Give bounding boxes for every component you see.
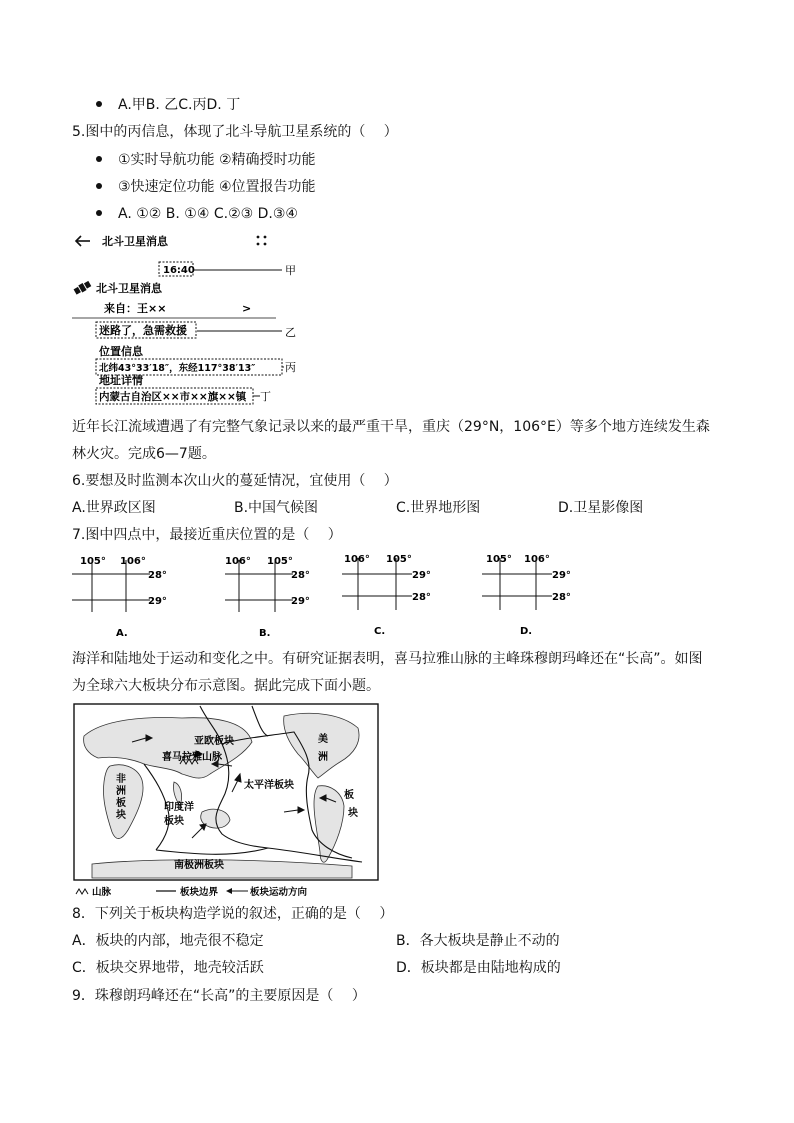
grid-label: D. [520, 626, 533, 637]
label-indian-ocean-1: 印度洋 [164, 802, 194, 813]
q8-option-a: A．板块的内部，地壳很不稳定 [72, 933, 264, 949]
q6-option-b: B.中国气候图 [234, 500, 319, 516]
q5-choice-1-text: ①实时导航功能 ②精确授时功能 [118, 152, 316, 168]
address-heading: 地址详情 [99, 374, 143, 387]
grid-bottom-lat: 28° [552, 592, 571, 603]
passage-plates-line-2: 为全球六大板块分布示意图。据此完成下面小题。 [72, 678, 380, 694]
coordinates-text: 北纬43°33′18″，东经117°38′13″ [99, 363, 256, 374]
map-legend [76, 886, 308, 898]
q5-choice-1 [96, 151, 316, 169]
legend-arrow-icon [226, 888, 248, 894]
q8-option-d: D．板块都是由陆地构成的 [396, 960, 561, 976]
q6-option-a: A.世界政区图 [72, 500, 156, 516]
grid-top-lat: 29° [552, 570, 571, 581]
q4-options [96, 96, 240, 114]
label-american-4: 块 [348, 808, 358, 819]
address-text: 内蒙古自治区××市××旗××镇 [99, 391, 247, 403]
label-himalaya: 喜马拉雅山脉 [162, 752, 222, 763]
grid-bottom-lat: 28° [412, 592, 431, 603]
bullet-dot [96, 210, 102, 216]
q5-choice-2-text: ③快速定位功能 ④位置报告功能 [118, 179, 316, 195]
q6-option-d: D.卫星影像图 [558, 500, 644, 516]
plate-map [72, 702, 382, 898]
msg-title: 北斗卫星消息 [96, 282, 162, 295]
msg-from: 来自：王×× [104, 302, 167, 315]
q7-grid-d [480, 550, 590, 642]
label-african-4: 块 [116, 810, 126, 821]
label-jia: 甲 [285, 264, 296, 277]
label-pacific-plate: 太平洋板块 [244, 780, 294, 791]
time-text: 16:40 [163, 265, 195, 276]
grid-label: C. [374, 626, 386, 637]
label-eurasian-plate: 亚欧板块 [194, 736, 234, 747]
label-african-1: 非 [116, 774, 126, 785]
header-title: 北斗卫星消息 [102, 235, 168, 248]
q5-options [96, 205, 298, 223]
q5-stem: 5.图中的丙信息，体现了北斗导航卫星系统的（ ） [72, 124, 398, 140]
label-indian-ocean-2: 板块 [164, 816, 184, 827]
grid-label: B. [259, 628, 271, 639]
label-ding: 丁 [260, 390, 271, 403]
q4-options-text: A.甲B. 乙C.丙D. 丁 [118, 97, 241, 113]
label-yi: 乙 [285, 326, 296, 339]
grid-right-lon: 105° [267, 556, 293, 567]
q8-option-b: B．各大板块是静止不动的 [396, 933, 560, 949]
grid-bottom-lat: 29° [291, 596, 310, 607]
q7-grid-a [72, 550, 182, 642]
passage-6-7-line-2: 林火灾。完成6—7题。 [72, 446, 216, 462]
grid-right-lon: 106° [524, 554, 550, 565]
q7-grid-c [340, 550, 450, 642]
grid-bottom-lat: 29° [148, 596, 167, 607]
grid-top-lat: 28° [291, 570, 310, 581]
label-antarctic-plate: 南极洲板块 [174, 860, 224, 871]
label-bing: 丙 [285, 361, 296, 374]
grid-label: A. [116, 628, 128, 639]
q9-stem: 9．珠穆朗玛峰还在“长高”的主要原因是（ ） [72, 988, 366, 1004]
label-african-2: 洲 [116, 786, 126, 797]
q6-stem: 6.要想及时监测本次山火的蔓延情况，宜使用（ ） [72, 473, 398, 489]
chevron-right-icon: > [242, 302, 252, 315]
grid-right-lon: 106° [120, 556, 146, 567]
q8-stem: 8．下列关于板块构造学说的叙述，正确的是（ ） [72, 906, 394, 922]
grid-top-lat: 29° [412, 570, 431, 581]
legend-mountain: 山脉 [92, 887, 112, 898]
bullet-dot [96, 156, 102, 162]
grid-top-lat: 28° [148, 570, 167, 581]
q7-grid-b [225, 550, 335, 642]
q7-stem: 7.图中四点中，最接近重庆位置的是（ ） [72, 527, 342, 543]
q8-option-c: C．板块交界地带，地壳较活跃 [72, 960, 264, 976]
grid-dots-icon [257, 236, 267, 246]
grid-left-lon: 106° [225, 556, 251, 567]
legend-mountain-icon [76, 889, 88, 894]
beidou-message-figure [70, 230, 310, 410]
label-american-1: 美 [318, 734, 328, 745]
label-american-2: 洲 [318, 752, 328, 763]
label-african-3: 板 [116, 798, 126, 809]
msg-text: 迷路了，急需救援 [99, 324, 187, 337]
q5-options-text: A. ①② B. ①④ C.②③ D.③④ [118, 206, 298, 222]
passage-plates-line-1: 海洋和陆地处于运动和变化之中。有研究证据表明，喜马拉雅山脉的主峰珠穆朗玛峰还在“长高”。如图 [72, 651, 703, 667]
legend-direction: 板块运动方向 [250, 887, 308, 898]
back-arrow-icon [76, 236, 90, 246]
q5-choice-2 [96, 178, 316, 196]
bullet-dot [96, 183, 102, 189]
label-american-3: 板 [344, 790, 354, 801]
location-heading: 位置信息 [99, 345, 143, 358]
grid-right-lon: 105° [386, 554, 412, 565]
satellite-icon [73, 280, 92, 295]
grid-left-lon: 106° [344, 554, 370, 565]
q6-option-c: C.世界地形图 [396, 500, 481, 516]
legend-boundary: 板块边界 [180, 887, 219, 898]
grid-left-lon: 105° [486, 554, 512, 565]
grid-left-lon: 105° [80, 556, 106, 567]
bullet-dot [96, 101, 102, 107]
passage-6-7-line-1: 近年长江流域遭遇了有完整气象记录以来的最严重干旱，重庆（29°N，106°E）等多个地方连续发生森 [72, 419, 710, 435]
